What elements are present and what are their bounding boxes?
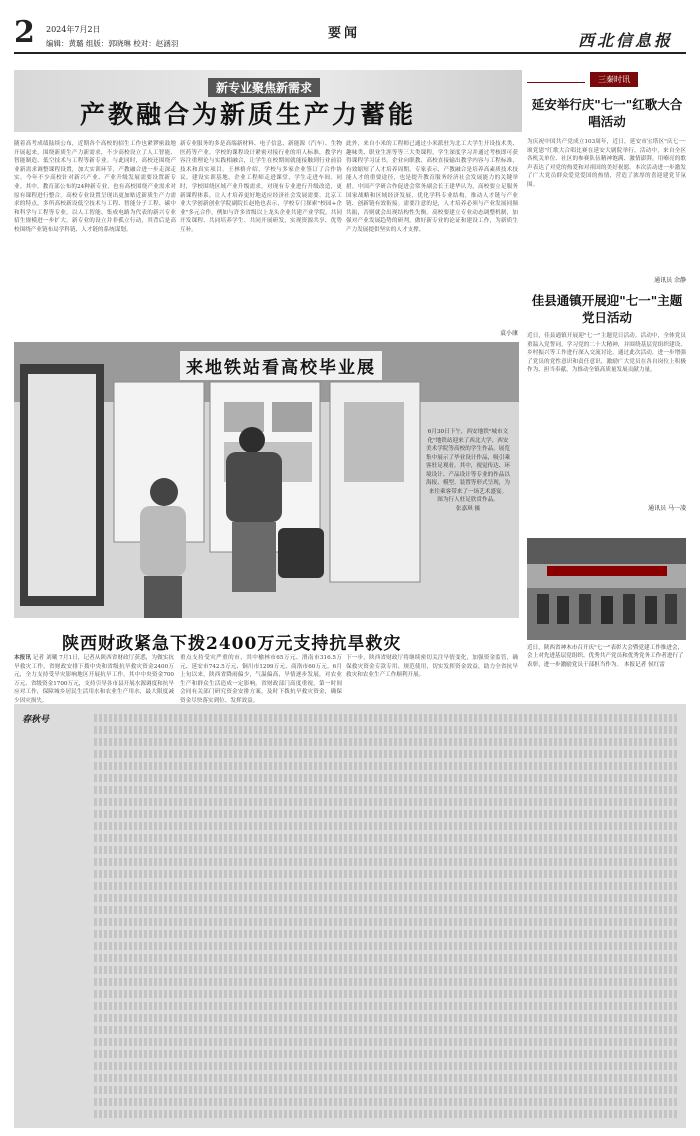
ad-row [94, 1014, 678, 1022]
ad-row [94, 774, 678, 782]
ad-row [94, 930, 678, 938]
ad-row [94, 810, 678, 818]
ad-row [94, 858, 678, 866]
lead-body-col1: 随着高考成绩陆续公布，近期各个高校的招生工作也紧锣密鼓地开展起来。围绕新质生产力新需求，不少高校设立了人工智能、智能制造、低空技术与工程等新专业。与此同时，高校还围绕产业新需求调整课程设置，加大实训环节，产教融合进一步走深走实。今年不少高校针对新兴产业、产业升级发展需要设置新专业。其中，教育部公布的24种新专业，也有高校围绕产业需求对原有课程进行整合。高校专业设置呈现出更加贴近新质生产力需求的特点，多所高校新设低空技术与工程、智能分子工程、碳中和科学与工程等专业，以人工智能、集成电路为代表的新兴专业招生规模进一步扩大。新专业的设立并非孤立行动，其背后是高校围绕产业链布局学科链、人才链的系统谋划。 [14, 141, 176, 233]
sidebar-story2-title: 佳县通镇开展迎"七一"主题党日活动 [531, 293, 683, 325]
page-header [0, 0, 700, 52]
ad-row [94, 834, 678, 842]
ad-row [94, 1098, 678, 1106]
lead-kicker: 新专业聚焦新需求 [208, 78, 320, 97]
second-article-col2: 重点支持受灾严重的市，其中榆林市65万元、渭南市316.5万元、延安市742.5万元、铜川市1299万元、商洛市60万元。6月上旬以来，陕西省降雨偏少，气温偏高，旱情逐步发展，对农业生产和群众生活造成一定影响。省财政部门高度重视，第一时间会同有关部门研究资金安排方案，及时下拨抗旱救灾资金，确保资金尽快落实到位、发挥效益。 [180, 655, 342, 704]
second-article-reporter: 记者 刘曦 [32, 655, 58, 661]
sidebar-photo [527, 538, 686, 640]
ad-row [94, 1038, 678, 1046]
feature-caption-credit: 图为行人驻足欣赏作品。 [437, 497, 499, 503]
ad-row [94, 750, 678, 758]
ad-row [94, 762, 678, 770]
ad-row [94, 822, 678, 830]
header-divider [14, 52, 686, 54]
editor-credits: 编辑：黄璐 组版：郭晓琳 校对：赵涵羽 [46, 39, 179, 48]
feature-photo-caption [425, 428, 511, 614]
lead-title: 产教融合为新质生产力蓄能 [80, 100, 417, 129]
newspaper-logo: 西北信息报 [578, 31, 674, 50]
feature-photo-title: 来地铁站看高校毕业展 [180, 351, 382, 380]
sidebar-story1-body: 为庆祝中国共产党成立103周年，近日，延安市宝塔区"庆七一·颂党恩"红歌大合唱比赛在延安大剧院举行。活动中，来自全区各机关单位、社区的参赛队伍精神饱满、激情澎湃，用嘹亮的歌声表达了对党的热爱和对祖国的美好祝愿。本次活动进一步激发了广大党员群众爱党爱国的热情，营造了浓厚的喜迎建党节氛围。 [527, 139, 686, 188]
ad-row [94, 798, 678, 806]
ceremony-illustration [527, 538, 686, 640]
ad-row [94, 870, 678, 878]
ad-row [94, 1002, 678, 1010]
sidebar-rule [527, 82, 585, 83]
sidebar-photo-credit: 本报记者 侯红雷 [623, 661, 665, 668]
ad-row [94, 846, 678, 854]
ad-row [94, 786, 678, 794]
ad-row [94, 966, 678, 974]
ad-row [94, 894, 678, 902]
sidebar-story1-title: 延安举行庆"七一"红歌大合唱活动 [531, 97, 683, 129]
ad-row [94, 954, 678, 962]
lead-body-col3: 此外，来自小米的工程师已通过小米派驻为北工大学生开设技术类、趣味类、职业生涯等等三大类课程，学生深度学习并通过考核即可获得课程学习证书。企业向职教、高校直接输出教学内容与工程标准，有效缩短了人才培养周期。专家表示，产教融合是培养高素质技术技能人才的重要途径，也是提升教育服务经济社会发展能力的关键举措。中国产学研合作促进会常务副会长王建华认为，高校要立足服务国家战略和区域经济发展，优化学科专业结构，推动人才链与产业链、创新链有效衔接。需要注意的是，人才培养必须与产业发展同频共振，否则就会出现结构性失衡。高校要建立专业动态调整机制，加强对产业发展趋势的研判，做好新专业的论证和建设工作，为新质生产力发展提供坚实的人才支撑。 [346, 141, 518, 233]
second-article-col1-text: 7月1日，记者从陕西省财政厅获悉，为做实抗旱救灾工作，省财政安排下拨中央和省级抗旱救灾资金2400万元，全力支持受旱灾影响地区开展抗旱工作。其中中央资金700万元、省级资金1700万元，支持引导各市县开展水源调度和抗旱应对工作，保障城乡居民生活用水和农业生产用水，最大限度减少因灾损失。 [14, 655, 175, 704]
ad-row [94, 1110, 678, 1118]
ad-row [94, 1086, 678, 1094]
sidebar-story2-credit: 通讯员 马一凌 [648, 505, 686, 512]
issue-date: 2024年7月2日 [46, 25, 101, 34]
lead-author: 袁小康 [499, 330, 518, 337]
ad-row [94, 882, 678, 890]
lead-body-col2: 新专业服务的多是高端新材料、电子信息、新能源（汽车）、生物医药等产业。学校的课程设计紧密对接行业的用人标准，教学内容注重理论与实践相融合，让学生在校期间就能接触到行业前沿技术和真实项目。王林格介绍，学校与多家企业签订了合作协议，建设实训基地，企业工程师走进课堂，学生走进车间。同时，学校围绕区域产业升级需求，对现有专业进行升级改造，更新课程体系，让人才培养更好地适应经济社会发展需要。北京工业大学创新创业学院副院长赵艳也表示，学校专门探索"校园+企业"多元合作，例如与许多省级以上龙头企业共建产业学院，共同开发课程、共同培养学生、共同开展研发，实现资源共享、优势互补。 [180, 141, 342, 233]
sidebar-photo-caption [527, 644, 686, 702]
section-title: 要闻 [328, 26, 361, 41]
feature-caption-text: 6月30日下午，西安地铁"城市文化"地铁站迎来了西北大学、西安美术学院等高校的学生作品，展览集中展示了毕业设计作品，吸引乘客驻足观看。其中，视觉传达、环境设计、产品设计等专业的作品以海报、模型、装置等形式呈现，为来往乘客带来了一场艺术盛宴。 [426, 429, 510, 495]
ad-row [94, 714, 678, 722]
ad-row [94, 726, 678, 734]
second-article-byline: 本报讯 [14, 655, 31, 661]
ad-row [94, 1062, 678, 1070]
ad-row [94, 906, 678, 914]
ad-row [94, 1026, 678, 1034]
ad-row [94, 978, 678, 986]
sidebar-story1-credit: 通讯员 余静 [654, 277, 686, 284]
ad-row [94, 942, 678, 950]
ad-row [94, 738, 678, 746]
sidebar-story2-body: 近日，佳县通镇开展迎"七一"主题党日活动。活动中，全体党员重温入党誓词，学习党的二十大精神，并围绕基层党组织建设、乡村振兴等工作进行深入交流讨论。通过此次活动，进一步增强了党员的党性意识和责任意识，激励广大党员在各自岗位上积极作为、担当奉献，为推动全镇高质量发展贡献力量。 [527, 333, 686, 374]
ad-row [94, 990, 678, 998]
sidebar-tag: 三秦时讯 [590, 72, 638, 87]
page-number: 2 [14, 15, 35, 50]
ad-row [94, 1050, 678, 1058]
second-article-col3: 下一步，陕西省财政厅将继续密切关注旱情变化，加强资金监管，确保救灾资金专款专用、规范使用，切实发挥资金效益，助力全省抗旱救灾和农业生产工作顺利开展。 [346, 655, 518, 679]
feature-photographer: 张嘉琪 摄 [455, 505, 481, 512]
second-article-title: 陕西财政紧急下拨2400万元支持抗旱救灾 [62, 634, 402, 654]
ads-logo: 春秋号 [22, 715, 50, 725]
ad-row [94, 1074, 678, 1082]
second-article-col1 [14, 654, 175, 704]
ad-row [94, 918, 678, 926]
sidebar-photo-caption-text: 近日，陕西省神木市召开庆"七一"表彰大会暨党建工作推进会，会上对先进基层党组织、优秀共产党员和优秀党务工作者进行了表彰，进一步激励党员干部担当作为。 [527, 645, 684, 668]
